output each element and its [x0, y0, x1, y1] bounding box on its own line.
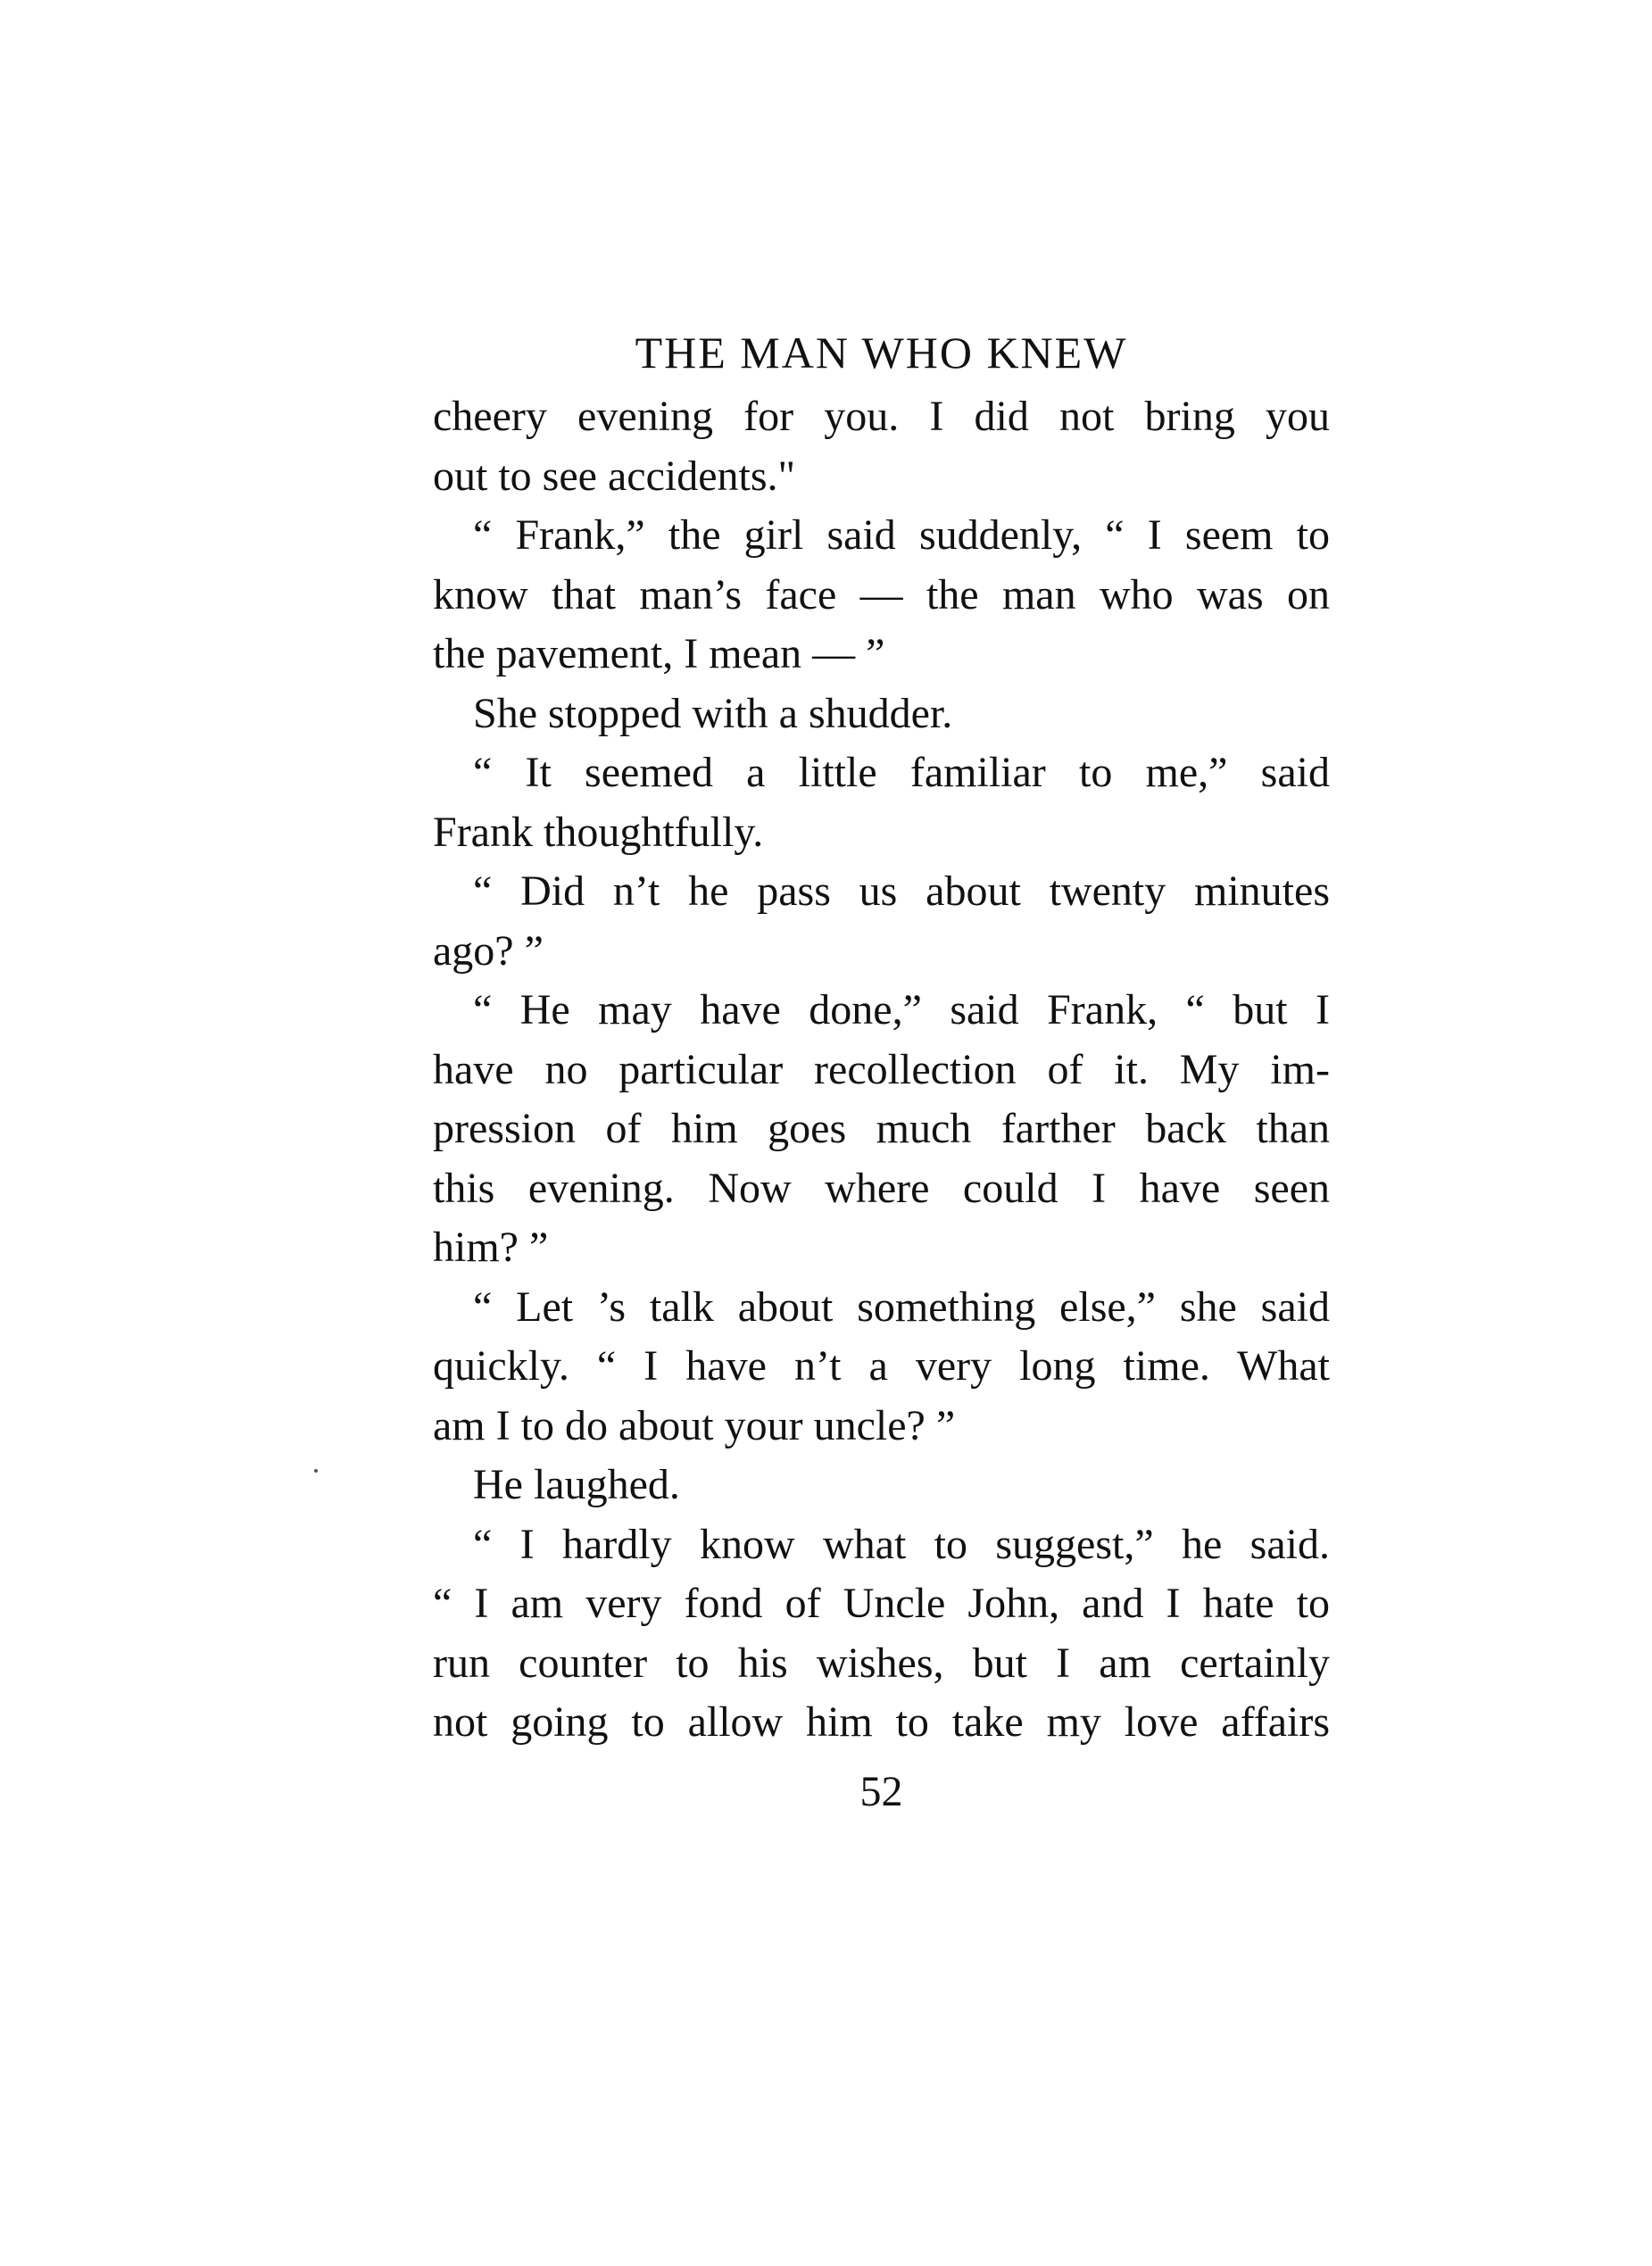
- print-speck: [314, 1469, 318, 1473]
- text-line: She stopped with a shudder.: [473, 689, 953, 737]
- text-line: pression of him goes much farther back than: [433, 1105, 1330, 1152]
- text-line: “ Frank,” the girl said suddenly, “ I seem to: [473, 511, 1330, 559]
- text-line: “ Did n’t he pass us about twenty minutes: [473, 867, 1330, 915]
- text-line: him? ”: [433, 1224, 549, 1271]
- text-line: He laughed.: [473, 1461, 680, 1508]
- page-number: 52: [859, 1768, 903, 1815]
- text-line: “ I hardly know what to suggest,” he said.: [473, 1520, 1330, 1568]
- body-text: [433, 387, 1330, 1753]
- text-line: Frank thoughtfully.: [433, 808, 764, 856]
- text-line: know that man’s face — the man who was on: [433, 570, 1330, 618]
- text-line: the pavement, I mean — ”: [433, 630, 885, 677]
- text-line: quickly. “ I have n’t a very long time. What: [433, 1342, 1330, 1390]
- text-line: am I to do about your uncle? ”: [433, 1401, 956, 1449]
- text-line: ago? ”: [433, 926, 544, 975]
- text-line: “ Let ’s talk about something else,” she said: [473, 1282, 1330, 1331]
- text-line: not going to allow him to take my love affairs: [433, 1698, 1330, 1746]
- text-line: run counter to his wishes, but I am certainly: [433, 1639, 1330, 1687]
- text-line: “ He may have done,” said Frank, “ but I: [473, 986, 1330, 1033]
- text-line: “ It seemed a little familiar to me,” said: [473, 749, 1330, 796]
- text-line: out to see accidents.": [433, 452, 796, 500]
- text-line: cheery evening for you. I did not bring you: [433, 393, 1330, 440]
- running-head: THE MAN WHO KNEW: [635, 328, 1128, 378]
- text-line: “ I am very fond of Uncle John, and I hate to: [433, 1580, 1330, 1627]
- text-line: this evening. Now where could I have seen: [433, 1164, 1330, 1212]
- text-line: have no particular recollection of it. My im-: [433, 1045, 1330, 1093]
